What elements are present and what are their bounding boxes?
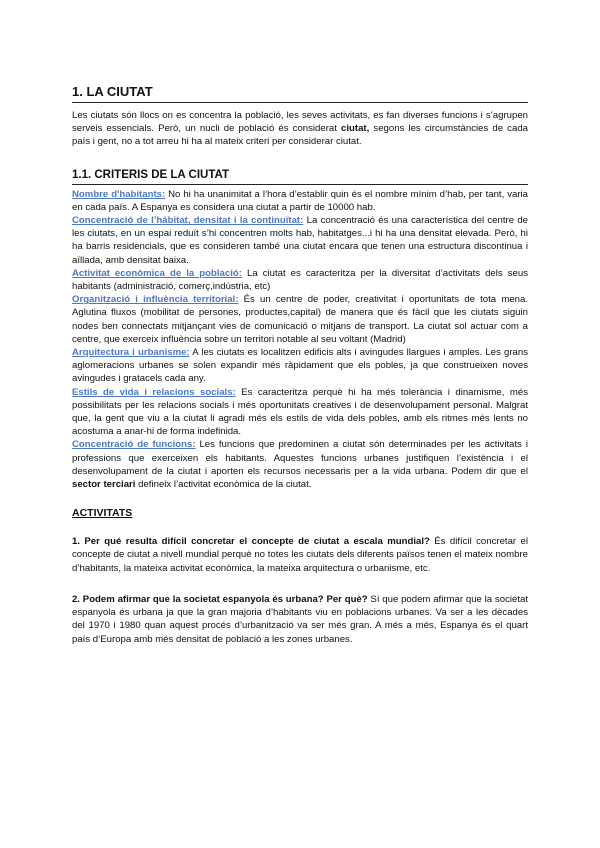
criterion-text: Es caracteritza perquè hi ha més tolerància i dinamisme, més possibilitats per les relacions socials i més oportunitats creatives i de desenvolupament personal. Malgrat que, la gent que viu a la ciutat li agradi més els estils de vida dels pobles, amb els ritmes més lents no acostuma a anar-hi de forma indefinida. [72, 386, 528, 438]
criterion-paragraph [72, 267, 528, 293]
intro-text-end: segons les circumstàncies de cada país i gent, no a tot arreu hi ha al mateix criteri per considerar ciutat. [72, 123, 528, 148]
activities-heading: ACTIVITATS [72, 507, 133, 520]
criterion-paragraph [72, 188, 528, 214]
criterion-text: És un centre de poder, creativitat i oportunitats de tota mena. Aglutina fluxos (mobilitat de persones, productes,capital) de manera que és fàcil que les ciutats siguin nodes ben connectats mitjançant vies de comunicació o mitjans de transport. La ciutat sol actuar com a centre, que exerceix influència sobre un territori notable al seu voltant (Madrid) [72, 294, 528, 345]
criterion-paragraph [72, 386, 528, 439]
intro-text: Les ciutats són llocs on es concentra la població, les seves activitats, es fan diverses funcions i s’agrupen serveis essencials. Però, un nucli de població és considerat [72, 110, 528, 135]
criterion-text: La ciutat es caracteritza per la diversitat d’activitats dels seus habitants (administració, comerç,indústria, etc) [72, 267, 528, 293]
criterion-term: Nombre d'habitants: [72, 188, 166, 200]
question-paragraph [72, 535, 528, 575]
criterion-text: Les funcions que predominen a ciutat són determinades per les activitats i professions que exerceixen els habitants. Aquestes funcions urbanes justifiquen l’existència i el desenvolupament de la ciutat i aporten els recursos necessaris per a la vida urbana. Podem dir que el [72, 439, 528, 477]
question-text: 2. Podem afirmar que la societat espanyola és urbana? Per què? [72, 593, 368, 605]
criterion-term: Concentració de l’hàbitat, densitat i la continuïtat: [72, 215, 304, 227]
criterion-term: Estils de vida i relacions socials: [72, 386, 236, 398]
criterion-text: No hi ha unanimitat a l’hora d’establir quin és el nombre mínim d’hab, per tant, varia en cada país. A Espanya es considera una ciutat a partir de 10000 hab. [72, 188, 528, 213]
document-page [72, 84, 528, 664]
criterion-paragraph [72, 346, 528, 386]
section-heading: 1. LA CIUTAT [72, 84, 528, 103]
answer-text: És difícil concretar el concepte de ciutat a nivell mundial perquè no totes les ciutats dels diferents països tenen el mateix nombre d’habitants, la mateixa activitat econòmica, la mateixa arquitectura o urbanisme, etc. [72, 536, 528, 574]
criterion-text: A les ciutats es localitzen edificis alts i avingudes llargues i amples. Les grans aglomeracions urbanes se solen expandir més ràpidament que els pobles, ja que construeixen noves avingudes i gratacels cada any. [72, 347, 529, 385]
answer-text: Sí que podem afirmar que la societat espanyola és urbana ja que la gran majoria d’habitants viu en poblacions urbanes. Va ser a les dècades del 1970 i 1980 quan aquest procés d’urbanització va ser més gran. A més a més, Espanya és el quart país d’Europa amb més densitat de població a les zones urbanes. [72, 593, 528, 645]
criterion-paragraph [72, 438, 528, 491]
question-paragraph [72, 593, 528, 646]
criterion-text: La concentració és una característica del centre de les ciutats, en un espai reduït s’hi concentren molts hab, habitatges...i hi ha una densitat elevada. Però, hi ha barris residencials, que es consideren també una ciutat encara que tenen una estructura discontinua i aïllada, amb densitat baixa. [72, 215, 528, 266]
criterion-term: Organització i influència territorial: [72, 294, 239, 306]
subsection-heading: 1.1. CRITERIS DE LA CIUTAT [72, 169, 528, 185]
criterion-paragraph [72, 293, 528, 346]
intro-paragraph [72, 109, 528, 149]
criterion-bold: sector terciari [72, 479, 136, 491]
criterion-term: Arquitectura i urbanisme: [72, 347, 190, 359]
criterion-text-end: defineix l’activitat econòmica de la ciutat. [135, 479, 312, 491]
criterion-paragraph [72, 214, 528, 267]
criterion-term: Concentració de funcions: [72, 439, 196, 451]
intro-bold: ciutat, [341, 123, 370, 135]
question-text: 1. Per qué resulta difícil concretar el concepte de ciutat a escala mundial? [72, 536, 430, 548]
criterion-term: Activitat econòmica de la població: [72, 267, 242, 279]
